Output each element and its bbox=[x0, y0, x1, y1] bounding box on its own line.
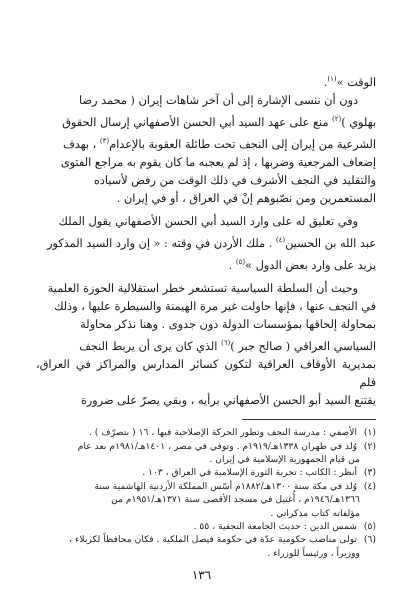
body-line: عبد الله بن الحسين$^{(٤)}$ . ملك الأردن في وقته : « إن وارد السيد المذكور bbox=[46, 236, 376, 250]
footnote-line bbox=[36, 480, 376, 493]
footnote-number: (٢) bbox=[363, 440, 376, 452]
body-line: بهلوي )$^{(٢)}$ منع على عهد السيد أبي الحسن الأصفهاني إرسال الحقوق bbox=[62, 114, 376, 129]
footnote-number: (١) bbox=[363, 427, 376, 439]
body-line: يقتنع السيد أبو الحسن الأصفهاني برأيه ، وبقي يصرّ على ضرورة bbox=[80, 394, 376, 408]
footnote-number: (٦) bbox=[363, 534, 376, 546]
body-line: وحيث أن السلطة السياسية تستشعر خطر استقلالية الحوزة العلمية bbox=[47, 281, 358, 295]
body-line: دون أن ننسى الإشارة إلى أن آخر شاهات إيران ( محمد رضا bbox=[78, 93, 358, 107]
body-line: الشرعية من إيران إلى النجف تحت طائلة العقوبة بالإعدام$^{(٣)}$ ، بهدف bbox=[63, 136, 376, 151]
footnote-line bbox=[36, 440, 376, 453]
footnote-divider bbox=[242, 419, 376, 420]
footnote-line: ووزيراً ، ورئيساً للوزراء . bbox=[267, 547, 360, 559]
body-line: في النجف عنها ، فإنها حاولت غير مرة الهيمنة والسيطرة عليها ، وذلك bbox=[54, 299, 376, 313]
footnote-text: أنظر : الكاتب : تجربة الثورة الإسلامية في العراق ، ١٠٣ . bbox=[142, 467, 360, 479]
footnote-text: وُلد في طهران ١٣٣٨هـ/١٩١٩م . وتوفي في مصر ، ١٤٠١هـ/١٩٨١م بعد عام bbox=[77, 440, 360, 452]
body-line: الوقت »$^{(١)}$. bbox=[323, 75, 376, 89]
footnote-number: (٣) bbox=[363, 467, 376, 479]
footnote-line: من قيام الجمهورية الإسلامية في إيران . bbox=[209, 454, 360, 465]
footnote-text: تولى مناصب حكومية عدّة في حكومة فيصل الملكية . فكان محافظاً لكربلاء ، bbox=[69, 534, 360, 546]
body-text bbox=[36, 70, 376, 410]
body-line: بمحاولة إلحاقها بمؤسسات الدولة دون جدوى . وهنا نذكر محاولة bbox=[80, 317, 376, 331]
body-line: السياسي العراقي ( صالح جبر )$^{(٦)}$ الذي كان يرى أن يربط النجف bbox=[79, 339, 376, 353]
footnote-text: وُلد في مكة سنة ١٣٠٠هـ/١٨٨٢م أسّس المملكة الأردنية الهاشمية سنة bbox=[94, 480, 360, 492]
footnote-text: الأصفي : مدرسة النجف وتطور الحركة الإصلاحية فيها ، ١٦ ( بتصرّف ) . bbox=[88, 427, 360, 439]
footnote-line bbox=[36, 426, 376, 439]
footnote-line bbox=[36, 520, 376, 533]
footnote-line: مؤلفاته كتاب مذكراتي . bbox=[270, 507, 360, 519]
body-line: بمديرية الأوقاف العراقية لتكون كسائر المدارس والمراكز في العراق، فلم bbox=[36, 357, 376, 389]
body-line: وفي تعليق له على وارد السيد أبي الحسن الأصفهاني يقول الملك bbox=[58, 214, 358, 228]
body-line: المستعمرين ومن نصّبوهم إنْ في العراق ، أو في إيران . bbox=[116, 191, 376, 205]
page-number: ١٣٦ bbox=[191, 568, 212, 582]
footnote-number: (٥) bbox=[363, 521, 376, 533]
footnote-line bbox=[36, 533, 376, 546]
body-line: إضعاف المرجعية وضربها ، إذ لم يعجبه ما كان يقوم به مراجع الفتوى bbox=[60, 155, 376, 169]
body-line: والتقليد في النجف الأشرف في ذلك الوقت من رفض لأسياده bbox=[93, 173, 376, 187]
footnote-line bbox=[36, 466, 376, 479]
body-line: يزيد على وارد بعض الدول »$^{(٥)}$ . bbox=[228, 257, 376, 272]
footnote-text: شمس الدين : حديث الجامعة النجفية ، ٥٥ . bbox=[193, 521, 360, 533]
footnote-line: ١٣٦٦هـ/١٩٤٦م ، أُغتيل في مسجد الأقصى سنة ١٣٧١هـ/١٩٥١م من bbox=[111, 494, 360, 506]
footnotes bbox=[36, 426, 376, 560]
page-content bbox=[36, 70, 376, 560]
footnote-number: (٤) bbox=[363, 480, 376, 492]
